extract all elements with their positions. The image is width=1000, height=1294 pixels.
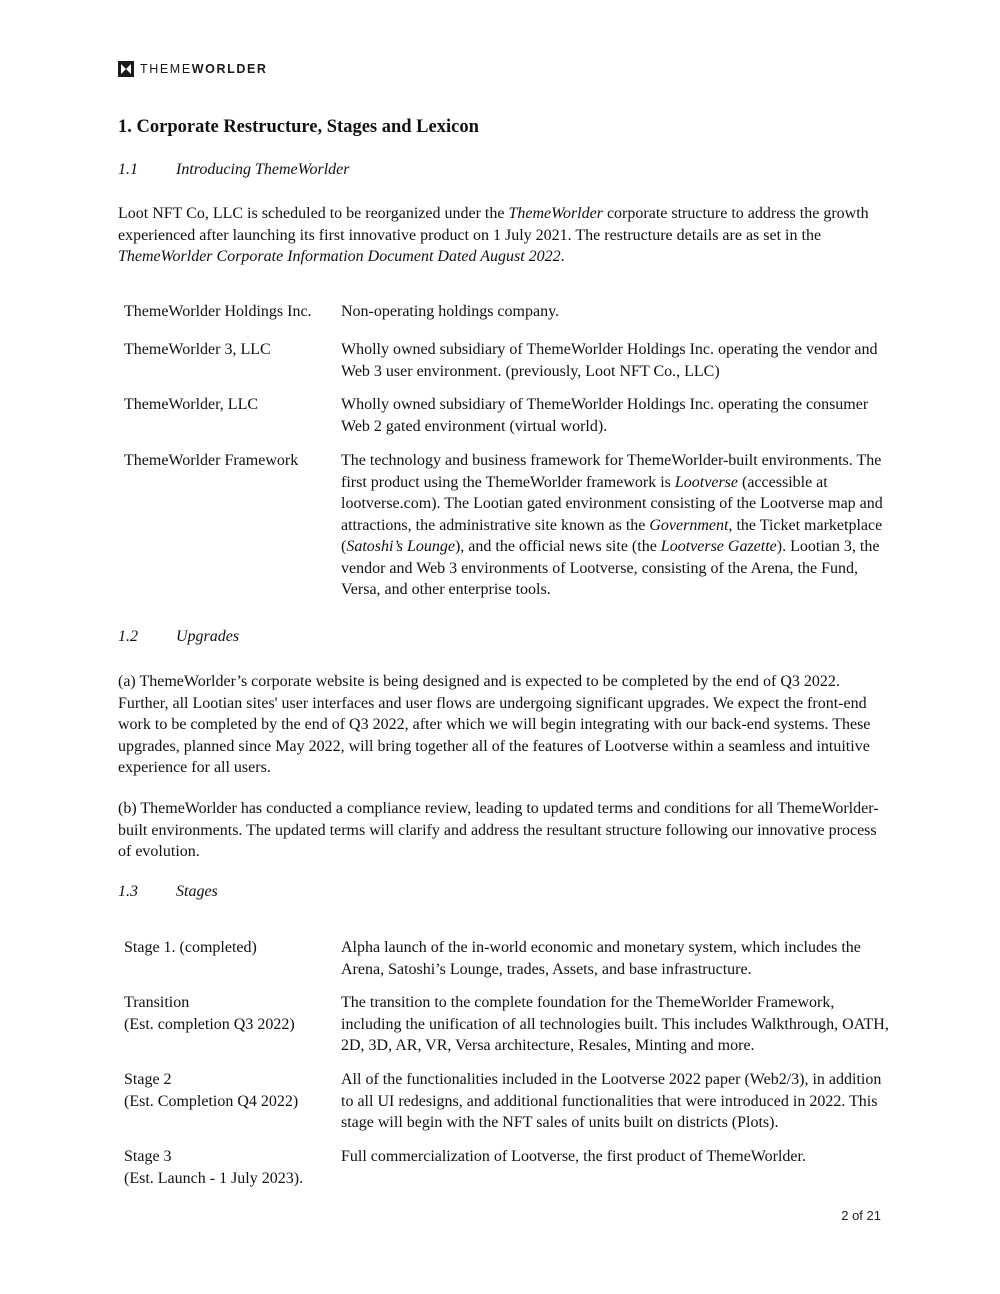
- text-run: Loot NFT Co, LLC is scheduled to be reorganized under the: [118, 205, 509, 222]
- text-run-italic: ThemeWorlder: [508, 205, 603, 222]
- subsection-heading-1-1: [118, 161, 349, 179]
- entity-name: ThemeWorlder Framework: [124, 452, 299, 469]
- entity-name: ThemeWorlder, LLC: [124, 396, 259, 413]
- subsection-title: Stages: [176, 883, 218, 900]
- themeworlder-logo: [118, 60, 268, 78]
- entity-description: Wholly owned subsidiary of ThemeWorlder Holdings Inc. operating the vendor and Web 3 user environment. (previously, Loot NFT Co., LLC): [341, 341, 878, 380]
- text-run: , the Ticket marketplace (: [341, 516, 883, 555]
- entity-name: ThemeWorlder Holdings Inc.: [124, 303, 312, 320]
- text-run: The technology and business framework for ThemeWorlder-built environments. The first product using the ThemeWorlder framework is: [341, 452, 882, 491]
- subsection-number: 1.3: [118, 883, 138, 900]
- stage-name: Transition: [124, 994, 190, 1011]
- stage-description: The transition to the complete foundation for the ThemeWorlder Framework, including the unification of all technologies built. This includes Walkthrough, OATH, 2D, 3D, AR, VR, Versa architecture, Resales, Minting and more.: [341, 994, 889, 1054]
- stage-estimate: (Est. Launch - 1 July 2023).: [124, 1169, 304, 1187]
- entity-description: Wholly owned subsidiary of ThemeWorlder Holdings Inc. operating the consumer Web 2 gated environment (virtual world).: [341, 396, 869, 435]
- stage-description: Full commercialization of Lootverse, the first product of ThemeWorlder.: [341, 1148, 806, 1165]
- subsection-number: 1.2: [118, 628, 138, 645]
- stage-description: All of the functionalities included in the Lootverse 2022 paper (Web2/3), in addition to all UI redesigns, and additional functionalities that were introduced in 2022. This stage will begin with the NFT sales of units built on districts (Plots).: [341, 1071, 882, 1131]
- entity-description: Non-operating holdings company.: [341, 303, 560, 320]
- logo-wordmark: [140, 62, 268, 76]
- stage-label: [124, 992, 334, 1035]
- entity-description: [341, 450, 889, 601]
- text-run-italic: Lootverse Gazette: [660, 538, 777, 555]
- logo-word-theme: THEME: [140, 62, 192, 76]
- page-number: 2 of 21: [841, 1208, 881, 1223]
- stage-label: [124, 1146, 334, 1189]
- entity-name: ThemeWorlder 3, LLC: [124, 341, 271, 358]
- subsection-heading-1-2: [118, 628, 239, 646]
- stage-estimate: (Est. Completion Q4 2022): [124, 1092, 299, 1110]
- text-run: .: [560, 248, 565, 265]
- subsection-number: 1.1: [118, 161, 138, 178]
- stage-name: Stage 1. (completed): [124, 939, 257, 956]
- subsection-title: Introducing ThemeWorlder: [176, 161, 350, 178]
- intro-paragraph: [118, 203, 890, 268]
- stage-description: Alpha launch of the in-world economic and monetary system, which includes the Arena, Satoshi’s Lounge, trades, Assets, and base infrastructure.: [341, 939, 861, 978]
- subsection-title: Upgrades: [176, 628, 240, 645]
- upgrades-paragraph-b: (b) ThemeWorlder has conducted a compliance review, leading to updated terms and conditions for all ThemeWorlder-built environments. The updated terms will clarify and address the resultant structure following our innovative process of evolution.: [118, 800, 879, 860]
- stage-label: [124, 1069, 334, 1112]
- text-run: ). Lootian 3, the vendor and Web 3 environments of Lootverse, consisting of the Arena, the Fund, Versa, and other enterprise tools.: [341, 538, 880, 598]
- themeworlder-logo-icon: [118, 61, 134, 77]
- text-run-italic: ThemeWorlder Corporate Information Document Dated August 2022: [118, 248, 561, 265]
- stage-name: Stage 2: [124, 1071, 172, 1088]
- section-title: 1. Corporate Restructure, Stages and Lexicon: [118, 117, 479, 137]
- stage-name: Stage 3: [124, 1148, 172, 1165]
- text-run-italic: Satoshi’s Lounge: [346, 538, 455, 555]
- text-run: corporate structure to address the growth experienced after launching its first innovative product on 1 July 2021. The restructure details are as set in the: [118, 205, 869, 244]
- logo-word-worlder: WORLDER: [191, 62, 268, 76]
- text-run: ), and the official news site (the: [454, 538, 661, 555]
- upgrades-paragraph-a: (a) ThemeWorlder’s corporate website is being designed and is expected to be completed by the end of Q3 2022. Further, all Lootian sites' user interfaces and user flows are undergoing significant upgrades. We expect the front-end work to be completed by the end of Q3 2022, after which we will begin integrating with our back-end systems. These upgrades, planned since May 2022, will bring together all of the features of Lootverse within a seamless and intuitive experience for all users.: [118, 673, 871, 776]
- text-run-italic: Lootverse: [674, 473, 738, 491]
- stage-estimate: (Est. completion Q3 2022): [124, 1015, 295, 1033]
- text-run: (accessible at lootverse.com). The Lootian gated environment consisting of the Lootverse map and attractions, the administrative site known as the: [341, 473, 883, 534]
- subsection-heading-1-3: [118, 883, 218, 901]
- text-run-italic: Government: [649, 516, 729, 534]
- stage-label: [124, 937, 334, 959]
